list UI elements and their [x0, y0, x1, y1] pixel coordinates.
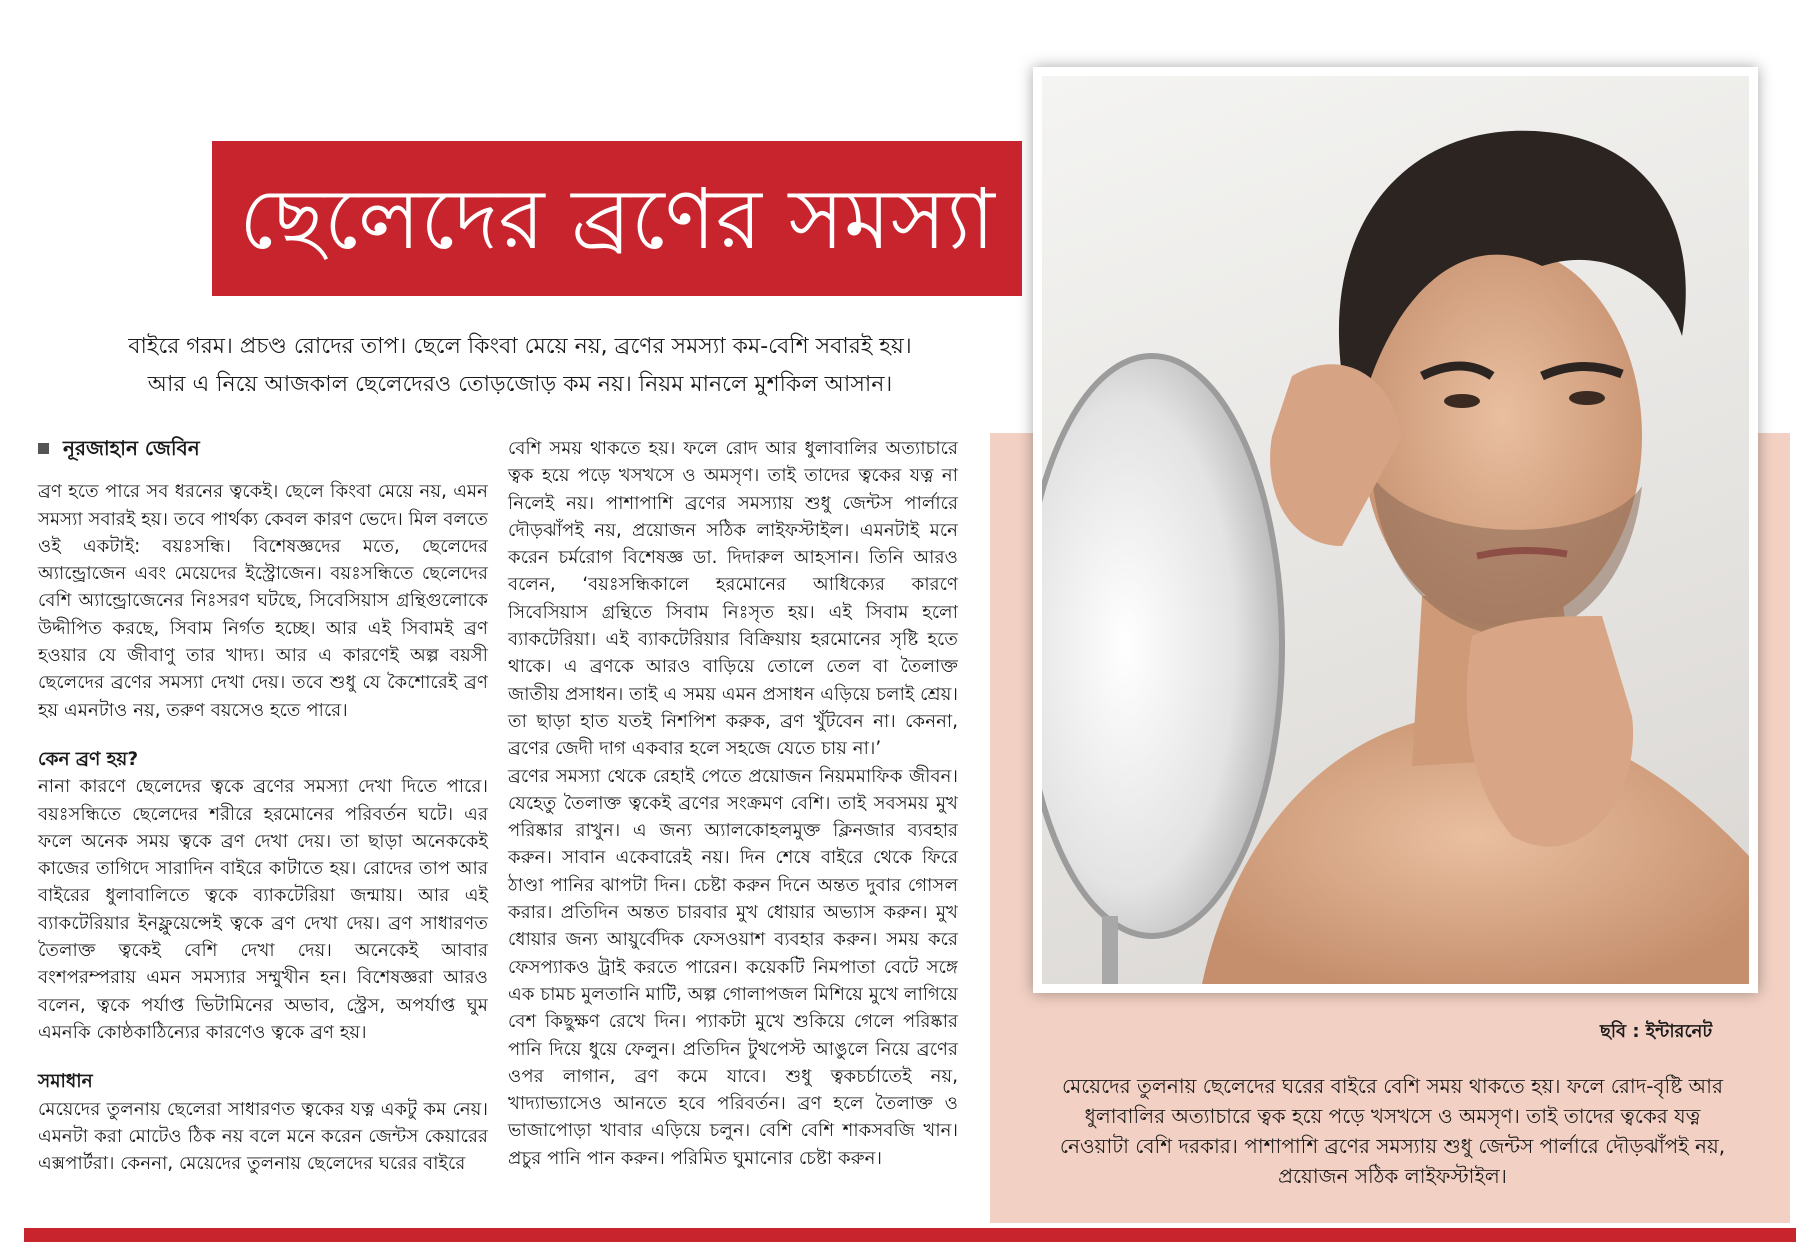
intro-deck: [60, 328, 980, 404]
square-bullet-icon: [38, 443, 49, 454]
subhead-why-acne: কেন ব্রণ হয়?: [38, 748, 139, 770]
col1-paragraph-1: ব্রণ হতে পারে সব ধরনের ত্বকেই। ছেলে কিংবা মেয়ে নয়, এমন সমস্যা সবারই হয়। তবে পার্থক্য কেবল কারণ ভেদে। মিল বলতে ওই একটাই: বয়ঃসন্ধি। বিশেষজ্ঞদের মতে, ছেলেদের অ্যান্ড্রোজেন এবং মেয়েদের ইস্ট্রোজেন। বয়ঃসন্ধিতে ছেলেদের বেশি অ্যান্ড্রোজেনের নিঃসরণ ঘটছে, সিবেসিয়াস গ্রন্থিগুলোকে উদ্দীপিত করছে, সিবাম নির্গত হচ্ছে। আর এই সিবামই ব্রণ হওয়ার যে জীবাণু তার খাদ্য। আর এ কারণেই অল্প বয়সী ছেলেদের ব্রণের সমস্যা দেখা দেয়। তবে শুধু যে কৈশোরেই ব্রণ হয় এমনটাও নয়, তরুণ বয়সেও হতে পারে।: [38, 481, 488, 721]
photo-frame: [1033, 67, 1758, 993]
col1-paragraph-2: নানা কারণে ছেলেদের ত্বকে ব্রণের সমস্যা দেখা দিতে পারে। বয়ঃসন্ধিতে ছেলেদের শরীরে হরমোনের পরিবর্তন ঘটে। এর ফলে অনেক সময় ত্বকে ব্রণ দেখা দেয়। তা ছাড়া অনেককেই কাজের তাগিদে সারাদিন বাইরে কাটাতে হয়। রোদের তাপ আর বাইরের ধুলাবালিতে ত্বকে ব্যাকটেরিয়া জন্মায়। আর এই ব্যাকটেরিয়ার ইনফ্লুয়েন্সেই ত্বকে ব্রণ দেখা দেয়। ব্রণ সাধারণত তৈলাক্ত ত্বকেই বেশি দেখা দেয়। অনেকেই আবার বংশপরম্পরায় এমন সমস্যার সম্মুখীন হন। বিশেষজ্ঞরা আরও বলেন, ত্বকে পর্যাপ্ত ভিটামিনের অভাব, স্ট্রেস, অপর্যাপ্ত ঘুম এমনকি কোষ্ঠকাঠিন্যের কারণেও ত্বকে ব্রণ হয়।: [38, 776, 488, 1043]
author-name: নূরজাহান জেবিন: [63, 436, 200, 460]
col1-paragraph-3: মেয়েদের তুলনায় ছেলেরা সাধারণত ত্বকের যত্ন একটু কম নেয়। এমনটা করা মোটেও ঠিক নয় বলে মনে করেন জেন্টস কেয়ারের এক্সপার্টরা। কেননা, মেয়েদের তুলনায় ছেলেদের ঘরের বাইরে: [38, 1098, 488, 1175]
photo-credit: ছবি : ইন্টারনেট: [1600, 1021, 1713, 1042]
byline: [38, 435, 488, 462]
intro-line-2: আর এ নিয়ে আজকাল ছেলেদেরও তোড়জোড় কম নয়। নিয়ম মানলে মুশকিল আসান।: [147, 372, 893, 397]
col2-paragraph-2: ব্রণের সমস্যা থেকে রেহাই পেতে প্রয়োজন নিয়মমাফিক জীবন। যেহেতু তৈলাক্ত ত্বকেই ব্রণের সংক্রমণ বেশি। তাই সবসময় মুখ পরিষ্কার রাখুন। এ জন্য অ্যালকোহলমুক্ত ক্লিনজার ব্যবহার করুন। সাবান একেবারেই নয়। দিন শেষে বাইরে থেকে ফিরে ঠাণ্ডা পানির ঝাপটা দিন। চেষ্টা করুন দিনে অন্তত দুবার গোসল করার। প্রতিদিন অন্তত চারবার মুখ ধোয়ার অভ্যাস করুন। মুখ ধোয়ার জন্য আয়ুর্বেদিক ফেসওয়াশ ব্যবহার করুন। সময় করে ফেসপ্যাকও ট্রাই করতে পারেন। কয়েকটি নিমপাতা বেটে সঙ্গে এক চামচ মুলতানি মাটি, অল্প গোলাপজল মিশিয়ে মুখে লাগিয়ে বেশ কিছুক্ষণ রেখে দিন। প্যাকটা মুখে শুকিয়ে গেলে পরিষ্কার পানি দিয়ে ধুয়ে ফেলুন। প্রতিদিন টুথপেস্ট আঙুলে নিয়ে ব্রণের ওপর লাগান, ব্রণ কমে যাবে। শুধু ত্বকচর্চাতেই নয়, খাদ্যাভ্যাসেও আনতে হবে পরিবর্তন। ব্রণ হলে তৈলাক্ত ও ভাজাপোড়া খাবার এড়িয়ে চলুন। বেশি বেশি শাকসবজি খান। প্রচুর পানি পান করুন। পরিমিত ঘুমানোর চেষ্টা করুন।: [508, 765, 958, 1169]
article-column-2: [508, 435, 958, 1172]
intro-line-1: বাইরে গরম। প্রচণ্ড রোদের তাপ। ছেলে কিংবা মেয়ে নয়, ব্রণের সমস্যা কম-বেশি সবারই হয়।: [128, 334, 912, 359]
headline-banner: [212, 141, 1022, 296]
photo-caption: মেয়েদের তুলনায় ছেলেদের ঘরের বাইরে বেশি সময় থাকতে হয়। ফলে রোদ-বৃষ্টি আর ধুলাবালির অত্যাচারে ত্বক হয়ে পড়ে খসখসে ও অমসৃণ। তাই তাদের ত্বকের যত্ন নেওয়াটা বেশি দরকার। পাশাপাশি ব্রণের সমস্যায় শুধু জেন্টস পার্লারে দৌড়ঝাঁপই নয়, প্রয়োজন সঠিক লাইফস্টাইল।: [1059, 1074, 1726, 1188]
subhead-solution: সমাধান: [38, 1071, 93, 1093]
col2-paragraph-1: বেশি সময় থাকতে হয়। ফলে রোদ আর ধুলাবালির অত্যাচারে ত্বক হয়ে পড়ে খসখসে ও অমসৃণ। তাই তাদের ত্বকের যত্ন না নিলেই নয়। পাশাপাশি ব্রণের সমস্যায় শুধু জেন্টস পার্লারে দৌড়ঝাঁপই নয়, প্রয়োজন সঠিক লাইফস্টাইল। এমনটাই মনে করেন চর্মরোগ বিশেষজ্ঞ ডা. দিদারুল আহসান। তিনি আরও বলেন, ‘বয়ঃসন্ধিকালে হরমোনের আধিক্যের কারণে সিবেসিয়াস গ্রন্থিতে সিবাম নিঃসৃত হয়। এই সিবাম হলো ব্যাকটেরিয়া। এই ব্যাকটেরিয়ার বিক্রিয়ায় হরমোনের সৃষ্টি হতে থাকে। এ ব্রণকে আরও বাড়িয়ে তোলে তেল বা তৈলাক্ত জাতীয় প্রসাধন। তাই এ সময় এমন প্রসাধন এড়িয়ে চলাই শ্রেয়। তা ছাড়া হাত যতই নিশপিশ করুক, ব্রণ খুঁটবেন না। কেননা, ব্রণের জেদী দাগ একবার হলে সহজে যেতে চায় না।’: [508, 438, 958, 760]
article-column-1: [38, 435, 488, 1177]
bottom-red-rule: [24, 1228, 1796, 1242]
man-with-mirror-photo: [1042, 76, 1749, 984]
page-title: ছেলেদের ব্রণের সমস্যা: [239, 169, 995, 268]
